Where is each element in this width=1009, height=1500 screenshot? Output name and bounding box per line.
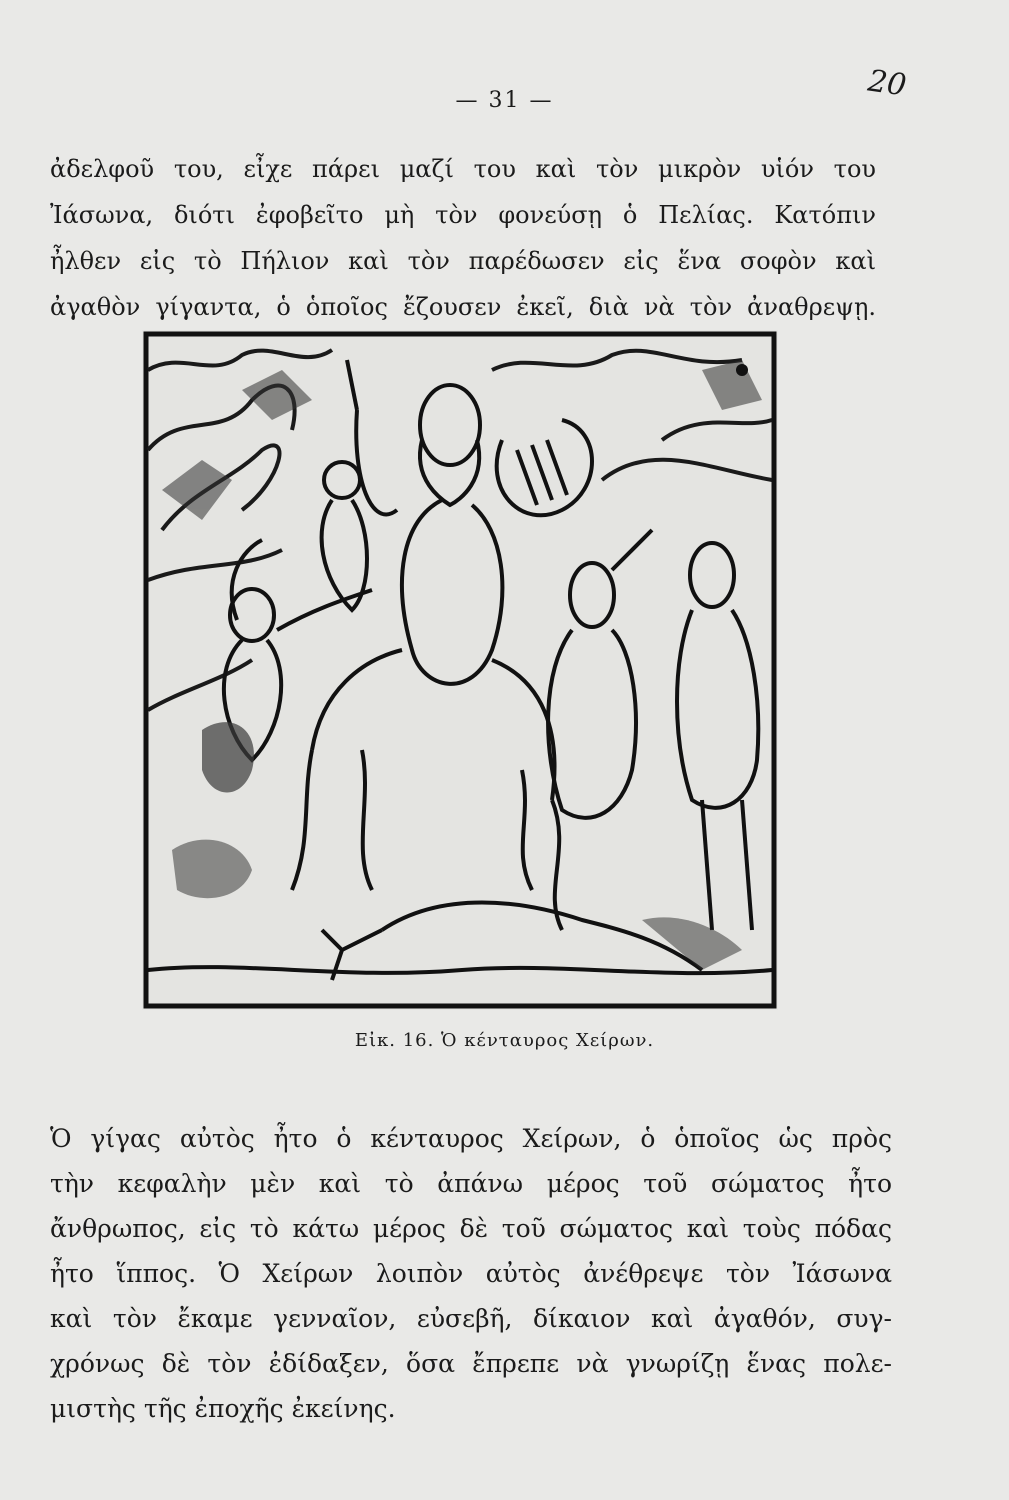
text-line: ἦλθεν εἰς τὸ Πήλιον καὶ τὸν παρέδωσεν εἰς ἕνα σοφὸν καὶ xyxy=(50,247,876,275)
text-line: ἀγαθὸν γίγαντα, ὁ ὁποῖος ἔζουσεν ἐκεῖ, διὰ νὰ τὸν ἀναθρεψῃ. xyxy=(50,293,876,321)
paragraph-bottom xyxy=(50,1116,892,1431)
text-line: καὶ τὸν ἔκαμε γενναῖον, εὐσεβῆ, δίκαιον καὶ ἀγαθόν, συγ- xyxy=(50,1304,892,1333)
text-line: τὴν κεφαλὴν μὲν καὶ τὸ ἀπάνω μέρος τοῦ σώματος ἦτο xyxy=(50,1169,892,1198)
text-line: χρόνως δὲ τὸν ἐδίδαξεν, ὅσα ἔπρεπε νὰ γνωρίζῃ ἕνας πολε- xyxy=(50,1349,892,1378)
text-line: ἦτο ἵππος. Ὁ Χείρων λοιπὸν αὐτὸς ἀνέθρεψε τὸν Ἰάσωνα xyxy=(50,1259,892,1288)
figure-caption: Εἰκ. 16. Ὁ κένταυρος Χείρων. xyxy=(354,1030,655,1051)
paragraph-top xyxy=(50,146,876,330)
page-number: — 31 — xyxy=(455,88,554,113)
text-line: ἀδελφοῦ του, εἶχε πάρει μαζί του καὶ τὸν μικρὸν υἱόν του xyxy=(50,155,876,183)
text-line: ἄνθρωπος, εἰς τὸ κάτω μέρος δὲ τοῦ σώματος καὶ τοὺς πόδας xyxy=(50,1214,892,1243)
centaur-chiron-illustration xyxy=(142,330,778,1010)
text-line: μιστὴς τῆς ἐποχῆς ἐκείνης. xyxy=(50,1394,396,1423)
handwritten-page-note: 20 xyxy=(865,63,909,104)
text-line: Ἰάσωνα, διότι ἐφοβεῖτο μὴ τὸν φονεύσῃ ὁ Πελίας. Κατόπιν xyxy=(50,201,876,229)
text-line: Ὁ γίγας αὐτὸς ἦτο ὁ κένταυρος Χείρων, ὁ ὁποῖος ὡς πρὸς xyxy=(50,1124,892,1153)
